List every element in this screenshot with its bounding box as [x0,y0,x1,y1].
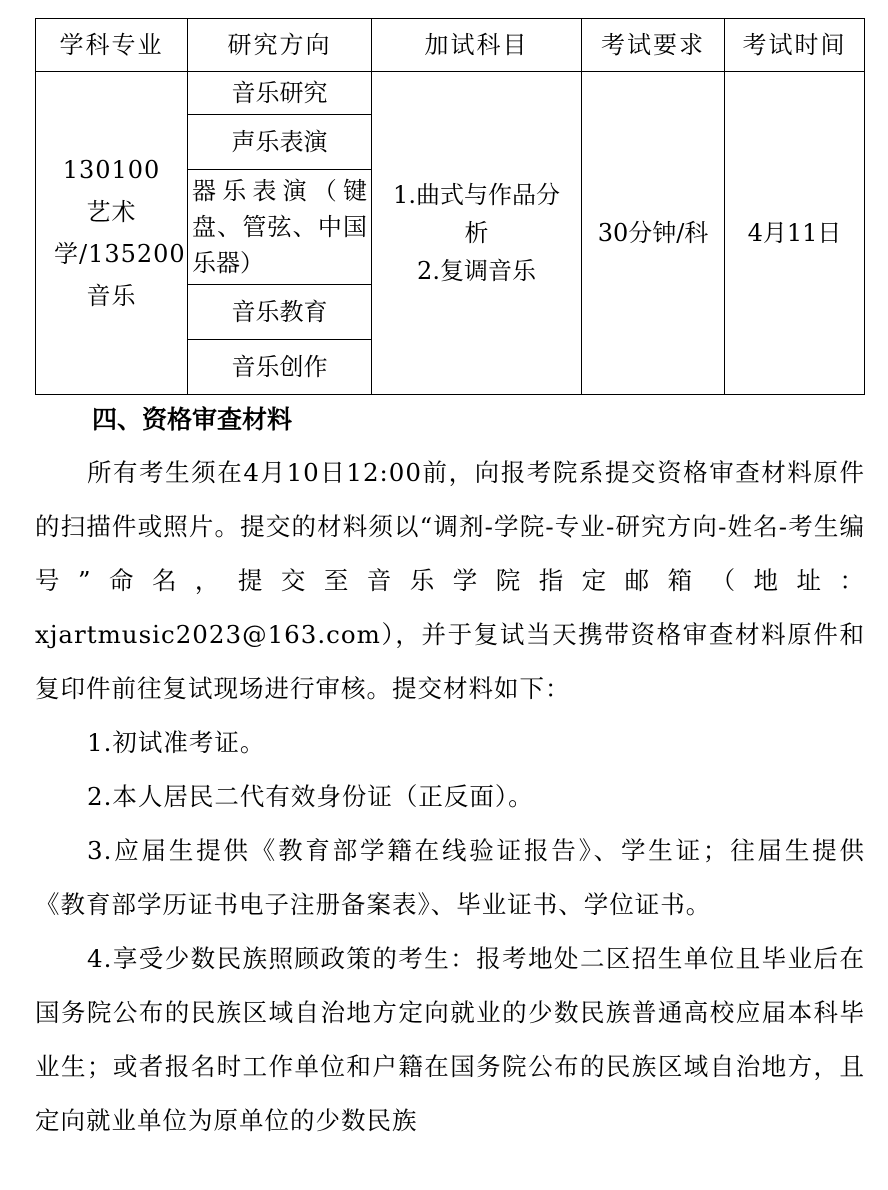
direction-cell: 音乐创作 [188,340,372,395]
section-body [35,446,865,1148]
header-direction: 研究方向 [188,19,372,72]
paragraph: 1.初试准考证。 [87,728,266,757]
major-cell: 130100艺术学/135200音乐 [36,72,188,395]
header-requirement: 考试要求 [582,19,725,72]
direction-cell: 器乐表演（键盘、管弦、中国乐器） [188,170,372,285]
time-cell: 4月11日 [725,72,865,395]
exam-schedule-table [35,18,865,395]
header-time: 考试时间 [725,19,865,72]
header-major: 学科专业 [36,19,188,72]
section-heading: 四、资格审查材料 [92,405,293,434]
subject-cell [372,72,582,395]
paragraph: 2.本人居民二代有效身份证（正反面）。 [87,782,534,811]
direction-cell: 音乐研究 [188,72,372,115]
direction-cell: 声乐表演 [188,115,372,170]
table-row [36,72,865,115]
paragraph: 4.享受少数民族照顾政策的考生：报考地处二区招生单位且毕业后在国务院公布的民族区域自治地方定向就业的少数民族普通高校应届本科毕业生；或者报名时工作单位和户籍在国务院公布的民族区域自治地方，且定向就业单位为原单位的少数民族 [35,944,865,1135]
subject-item: 1.曲式与作品分析 [393,181,560,247]
paragraph: 3.应届生提供《教育部学籍在线验证报告》、学生证；往届生提供《教育部学历证书电子注册备案表》、毕业证书、学位证书。 [35,836,865,919]
header-subject: 加试科目 [372,19,582,72]
requirement-cell: 30分钟/科 [582,72,725,395]
direction-cell: 音乐教育 [188,285,372,340]
table-header-row [36,19,865,72]
paragraph: 所有考生须在4月10日12:00前，向报考院系提交资格审查材料原件的扫描件或照片。提交的材料须以“调剂-学院-专业-研究方向-姓名-考生编号”命名，提交至音乐学院指定邮箱（地址：xjartmusic2023@163.com），并于复试当天携带资格审查材料原件和复印件前往复试现场进行审核。提交材料如下： [35,458,865,703]
subject-item: 2.复调音乐 [417,257,536,285]
